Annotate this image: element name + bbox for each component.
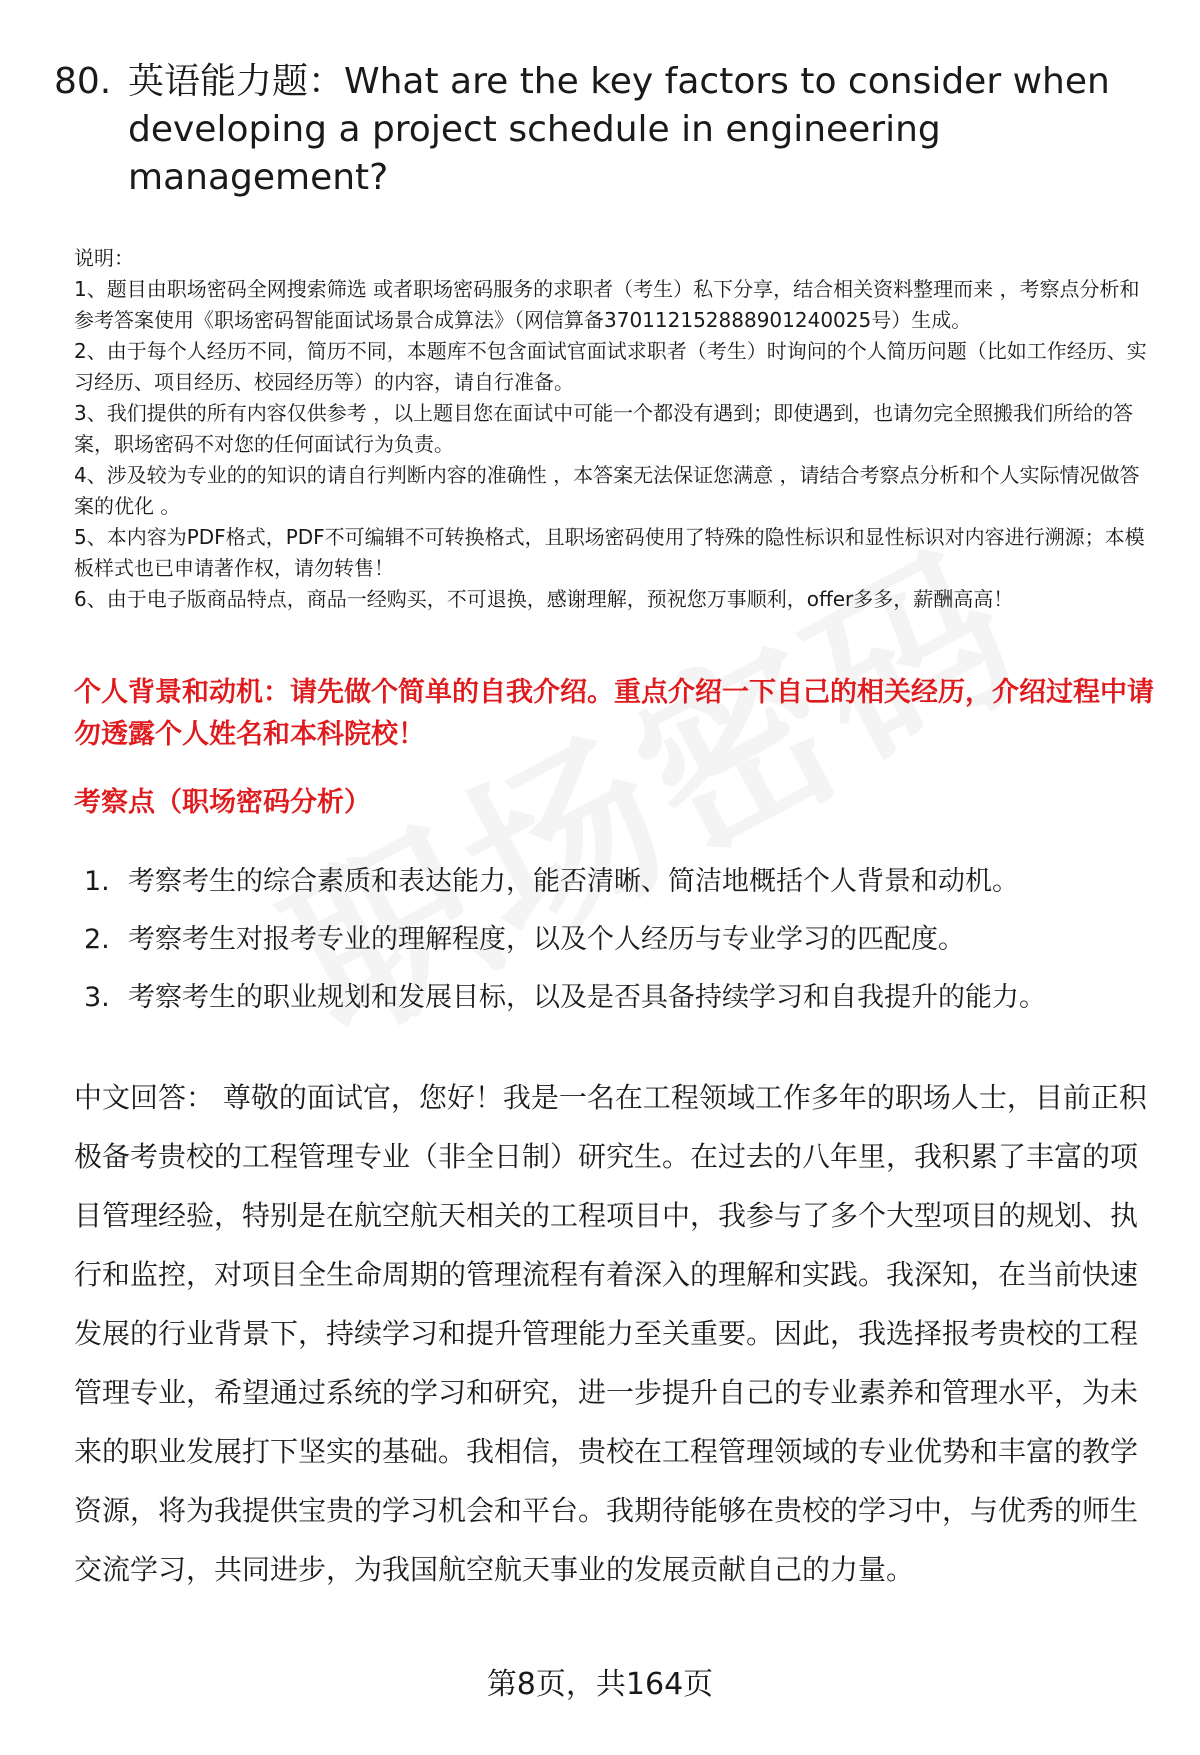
question-number: 80. [54, 61, 112, 102]
key-point-text: 考察考生对报考专业的理解程度，以及个人经历与专业学习的匹配度。 [128, 924, 965, 955]
note-item: 2、由于每个人经历不同，简历不同，本题库不包含面试官面试求职者（考生）时询问的个人简历问题（比如工作经历、实习经历、项目经历、校园经历等）的内容，请自行准备。 [74, 339, 1147, 394]
answer-text: 尊敬的面试官，您好！我是一名在工程领域工作多年的职场人士，目前正积极备考贵校的工程管理专业（非全日制）研究生。在过去的八年里，我积累了丰富的项目管理经验，特别是在航空航天相关的工程项目中，我参与了多个大型项目的规划、执行和监控，对项目全生命周期的管理流程有着深入的理解和实践。我深知，在当前快速发展的行业背景下，持续学习和提升管理能力至关重要。因此，我选择报考贵校的工程管理专业，希望通过系统的学习和研究，进一步提升自己的专业素养和管理水平，为未来的职业发展打下坚实的基础。我相信，贵校在工程管理领域的专业优势和丰富的教学资源，将为我提供宝贵的学习机会和平台。我期待能够在贵校的学习中，与优秀的师生交流学习，共同进步，为我国航空航天事业的发展贡献自己的力量。 [74, 1081, 1147, 1586]
note-item: 6、由于电子版商品特点，商品一经购买，不可退换，感谢理解，预祝您万事顺利，offer多多，薪酬高高！ [74, 587, 1014, 611]
answer-label: 中文回答： [74, 1081, 215, 1114]
key-point-item [84, 862, 1164, 920]
key-point-number: 2. [84, 924, 110, 955]
key-points-list [84, 862, 1164, 1036]
answer-paragraph [74, 1068, 1160, 1599]
key-point-item [84, 920, 1164, 978]
notes-section [74, 243, 1156, 615]
note-item: 3、我们提供的所有内容仅供参考 ，以上题目您在面试中可能一个都没有遇到；即使遇到，也请勿完全照搬我们所给的答案，职场密码不对您的任何面试行为负责。 [74, 401, 1134, 456]
question-text: 英语能力题：What are the key factors to consider when developing a project schedule in engineering management? [128, 61, 1110, 198]
key-point-item [84, 978, 1164, 1036]
note-item: 1、题目由职场密码全网搜索筛选 或者职场密码服务的求职者（考生）私下分享，结合相关资料整理而来 ，考察点分析和参考答案使用《职场密码智能面试场景合成算法》（网信算备370112152888901240025号）生成。 [74, 277, 1140, 332]
key-point-text: 考察考生的职业规划和发展目标，以及是否具备持续学习和自我提升的能力。 [128, 982, 1046, 1013]
background-heading: 个人背景和动机：请先做个简单的自我介绍。重点介绍一下自己的相关经历，介绍过程中请勿透露个人姓名和本科院校！ [74, 677, 1154, 750]
page-footer: 第8页，共164页 [486, 1667, 714, 1702]
key-point-number: 1. [84, 866, 110, 897]
note-item: 5、本内容为PDF格式，PDF不可编辑不可转换格式，且职场密码使用了特殊的隐性标识和显性标识对内容进行溯源；本模板样式也已申请著作权，请勿转售！ [74, 525, 1145, 580]
key-point-text: 考察考生的综合素质和表达能力，能否清晰、简洁地概括个人背景和动机。 [128, 866, 1019, 897]
note-item: 4、涉及较为专业的的知识的请自行判断内容的准确性 ，本答案无法保证您满意 ，请结合考察点分析和个人实际情况做答案的优化 。 [74, 463, 1140, 518]
key-points-heading: 考察点（职场密码分析） [74, 787, 371, 818]
key-point-number: 3. [84, 982, 110, 1013]
notes-label: 说明： [74, 246, 134, 270]
question-title [54, 58, 1154, 202]
